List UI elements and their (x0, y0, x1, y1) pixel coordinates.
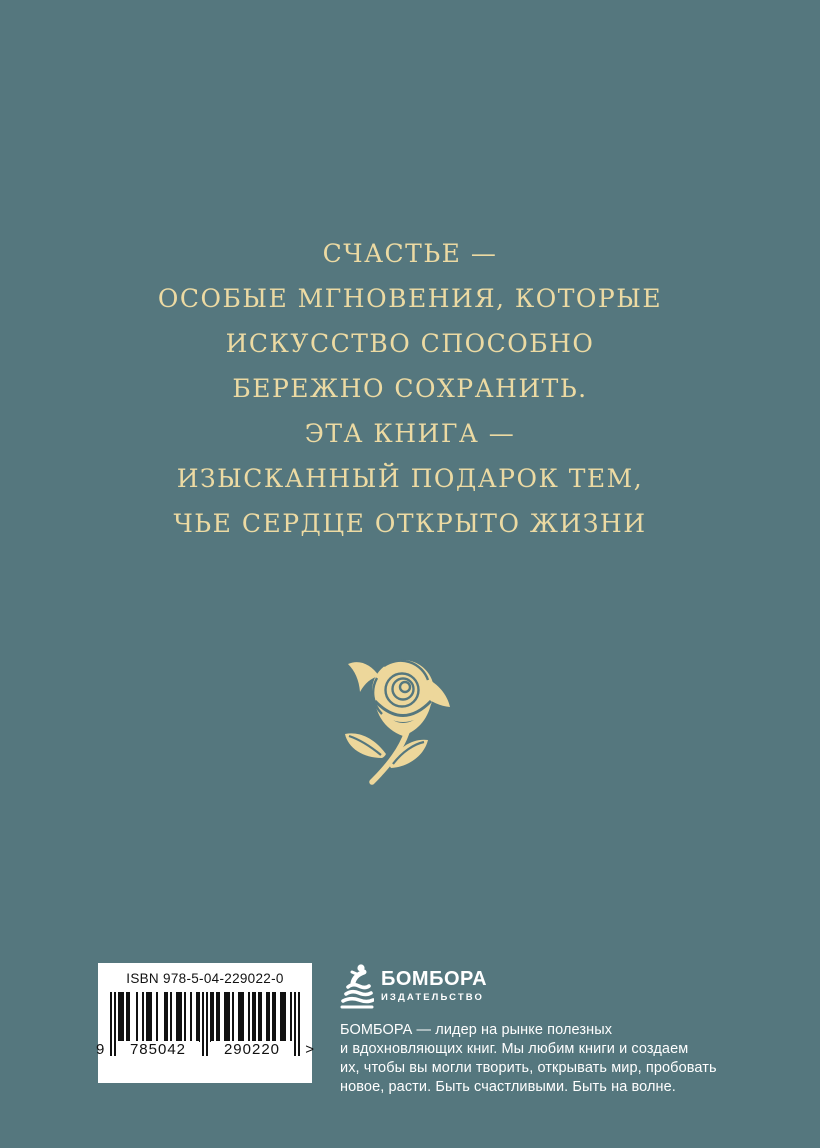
publisher-logo-text (381, 968, 487, 1003)
publisher-description-line: их, чтобы вы могли творить, открывать мир, пробовать (340, 1060, 717, 1076)
publisher-description-line: БОМБОРА — лидер на рынке полезных (340, 1022, 613, 1038)
barcode-digits-group2: 290220 (211, 1041, 293, 1058)
publisher-logo (340, 963, 718, 1009)
quote-line: ЭТА КНИГА — (304, 419, 516, 448)
quote-line: ЧЬЕ СЕРДЦЕ ОТКРЫТО ЖИЗНИ (173, 509, 647, 538)
quote-line: БЕРЕЖНО СОХРАНИТЬ. (232, 374, 588, 403)
isbn-label: ISBN 978-5-04-229022-0 (126, 971, 284, 986)
publisher-description-line: и вдохновляющих книг. Мы любим книги и создаем (340, 1041, 689, 1057)
barcode-digits-group1: 785042 (117, 1041, 199, 1058)
isbn-barcode-box (96, 963, 315, 1083)
quote-line: СЧАСТЬЕ — (322, 239, 498, 268)
barcode-digit-lead: 9 (96, 1041, 106, 1058)
publisher-description-line: новое, расти. Быть счастливыми. Быть на волне. (340, 1079, 676, 1095)
quote-line: ИСКУССТВО СПОСОБНО (225, 329, 595, 358)
rose-icon (325, 646, 475, 796)
surfer-waves-icon (340, 963, 374, 1009)
publisher-brand-name: БОМБОРА (381, 968, 488, 990)
barcode-trailer: > (305, 1041, 315, 1058)
quote-line: ОСОБЫЕ МГНОВЕНИЯ, КОТОРЫЕ (157, 284, 663, 313)
publisher-block (340, 963, 718, 1097)
quote-line: ИЗЫСКАННЫЙ ПОДАРОК ТЕМ, (176, 464, 644, 493)
publisher-description (340, 1021, 718, 1097)
publisher-subtitle: ИЗДАТЕЛЬСТВО (381, 992, 484, 1003)
quote-block (0, 231, 820, 546)
ean13-barcode (96, 992, 315, 1062)
